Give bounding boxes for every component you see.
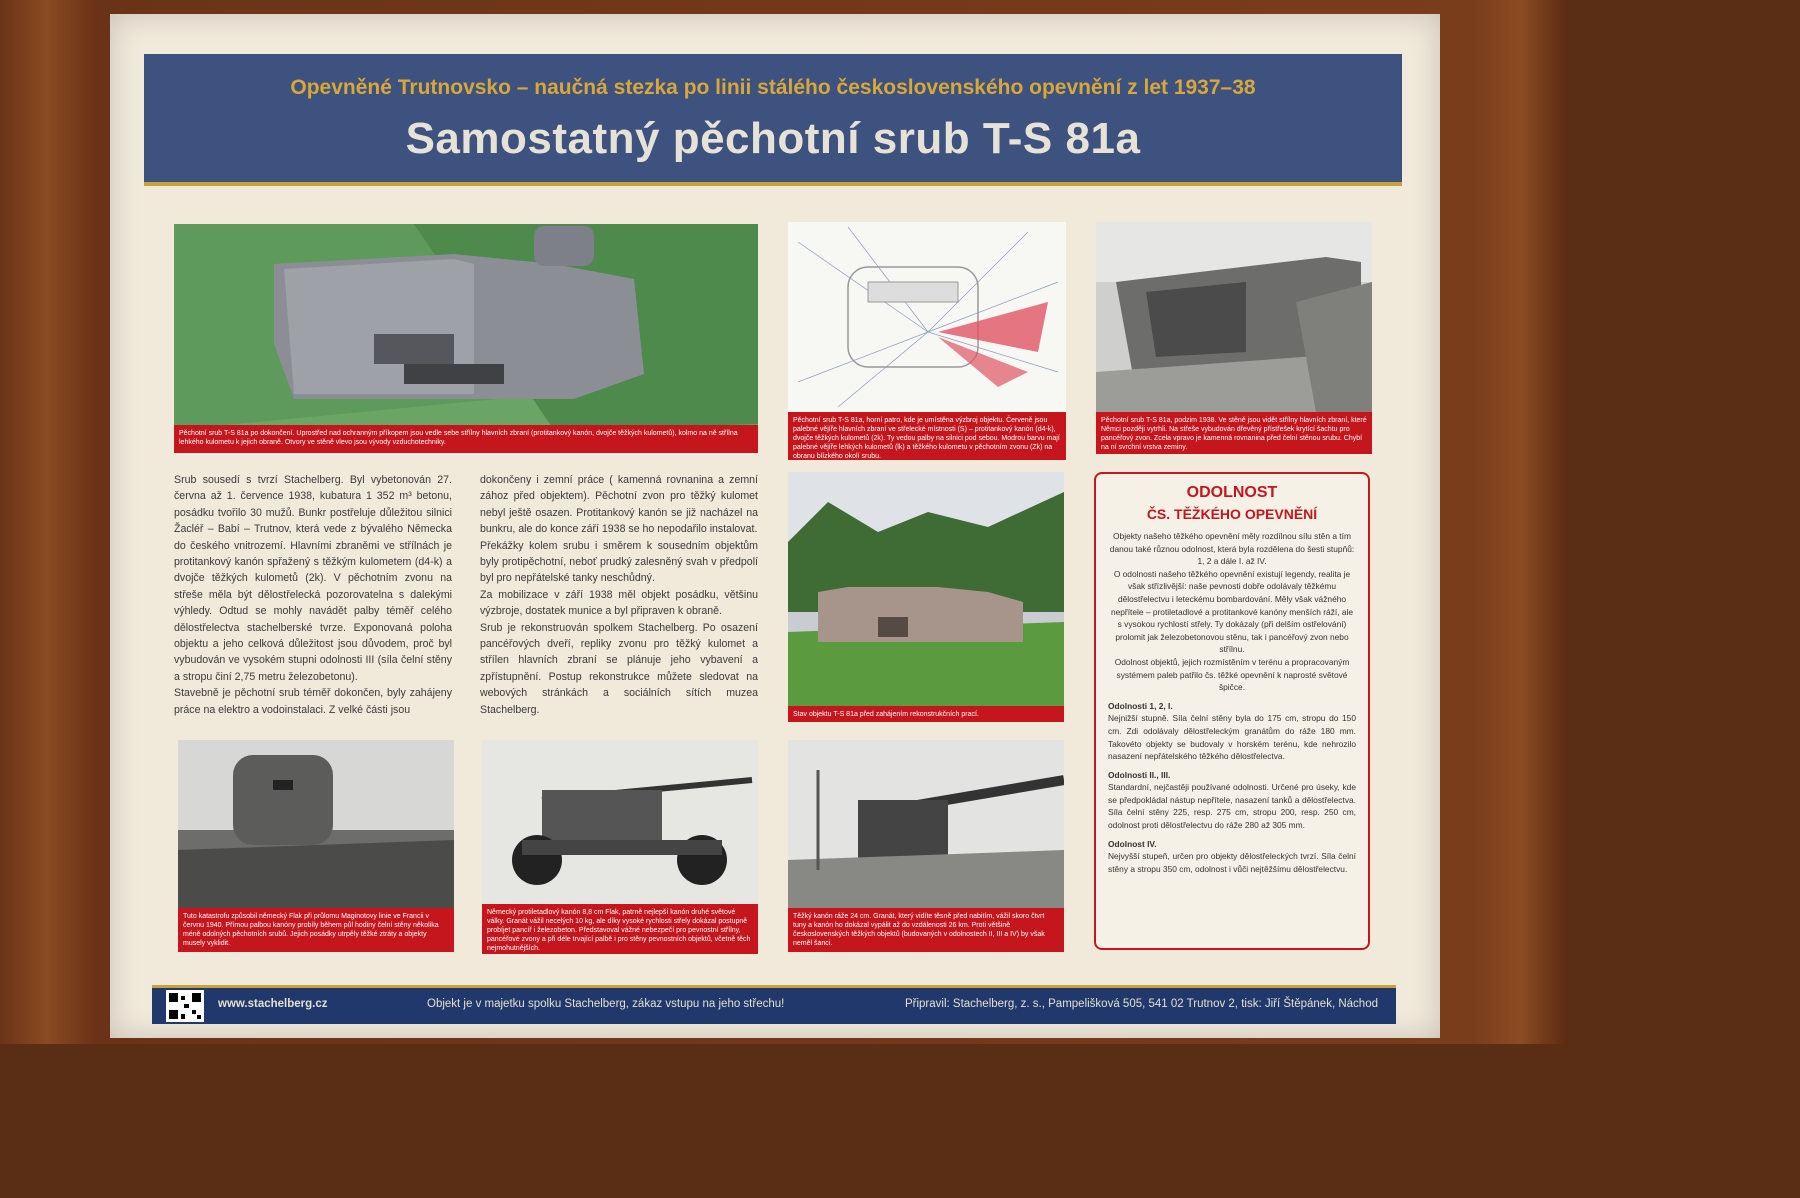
text-paragraph: Překážky kolem srubu i směrem k sousedním objektům byly protipěchotní, neboť prudký zalesněný svah v předpolí byl pro nepřátelské tanky neschůdný. xyxy=(480,539,758,585)
present-photo xyxy=(788,472,1064,706)
board-header xyxy=(144,54,1402,186)
photo-1938-caption: Pěchotní srub T-S 81a, podzim 1938. Ve stěně jsou vidět střílny hlavních zbraní, které Němci později vytrhli. Na střeše vybudován dřevěný přístřešek krytící šachtu pro pancéřový zvon. Zcela vpravo je kamenná rovnanina před čelní stěnou srubu. Chybí na ní svrchní vrstva zeminy. xyxy=(1096,412,1372,454)
text-paragraph: Srub sousedí s tvrzí Stachelberg. Byl vybetonován 27. června až 1. července 1938, kubatura 1 352 m³ betonu, posádku tvořilo 30 mužů. Bunkr postřeluje důležitou silnici Žacléř – Babí – Trutnov, která vede z bývalého Německa do českého vnitrozemí. Hlavními zbraněmi ve střílnách je protitankový kanón spřažený s těžkým kulometem (d4-k) a dvojče těžkých kulometů (2k). V pěchotním zvonu na střeše měla být dělostřelecká pozorovatelna s dalekými výhledy. Odtud se mohly navádět palby téměř celého dělostřelectva stachelberské tvrze. Exponovaná poloha objektu a jeho celková důležitost jsou důvodem, proč byl vybudován ve vysokém stupni odolnosti III (síla čelní stěny a stropu činí 2,75 metru železobetonu). xyxy=(174,474,452,683)
bunker-photo xyxy=(178,740,454,908)
text-column-2 xyxy=(480,472,758,718)
section-heading: Odolnosti 1, 2, I. xyxy=(1108,700,1173,711)
section-text: Standardní, nejčastěji používané odolnosti. Určené pro úseky, kde se předpokládal nástup nepřítele, nasazení tanků a dělostřelectva. Síla čelní stěny 225, resp. 275 cm, stropu 200, resp. 250 cm, odolnost proti dělostřelectvu do ráže 280 až 305 mm. xyxy=(1108,782,1356,831)
footer-credits: Připravil: Stachelberg, z. s., Pampelišková 505, 541 02 Trutnov 2, tisk: Jiří Štěpánek, Náchod xyxy=(904,998,1378,1010)
render-caption: Pěchotní srub T-S 81a po dokončení. Uprostřed nad ochranným příkopem jsou vedle sebe střílny hlavních zbraní (protitankový kanón, dvojče těžkých kulometů), kolmo na ně střílna lehkého kulometu k jejich obraně. Otvory ve stěně vlevo jsou vývody vzduchotechniky. xyxy=(174,425,758,453)
section-text: Nejnižší stupně. Síla čelní stěny byla do 175 cm, stropu do 150 cm. Zdi odolávaly dělostřeleckým granátům do ráže 180 mm. Takovéto objekty se budovaly v horském terénu, kde nehrozilo nasazení nepřátelského těžkého dělostřelectva. xyxy=(1108,713,1356,762)
intro-paragraph: Objekty našeho těžkého opevnění měly rozdílnou sílu stěn a tím danou také různou odolnost, která byla rozdělena do šesti stupňů: 1, 2 a dále I. až IV. xyxy=(1109,531,1355,567)
board-title: Samostatný pěchotní srub T-S 81a xyxy=(405,114,1141,163)
present-caption: Stav objektu T-S 81a před zahájením rekonstrukčních prací. xyxy=(788,706,1064,722)
text-paragraph: Za mobilizace v září 1938 měl objekt posádku, většinu výzbroje, dostatek munice a byl připraven k obraně. xyxy=(480,588,758,618)
section-heading: Odolnosti II., III. xyxy=(1108,769,1171,780)
board-subtitle: Opevněné Trutnovsko – naučná stezka po linii stálého československého opevnění z let 1937–38 xyxy=(290,76,1256,99)
bunker-caption: Tuto katastrofu způsobil německý Flak při průlomu Maginotovy linie ve Francii v červnu 1940. Přímou palbou kanóny probíly během půl hodiny čelní stěny několika méně odolných pěchotních srubů. Jejich posádky utrpěly těžké ztráty a objekty musely vyklidit. xyxy=(178,908,454,952)
heavy-gun-photo xyxy=(788,740,1064,908)
footer-bar xyxy=(152,985,1396,1024)
intro-paragraph: O odolnosti našeho těžkého opevnění existují legendy, realita je však střízlivější: naše pevnosti dobře odolávaly těžkému dělostřelectvu i leteckému bombardování. Měly však vážného nepřítele – protiletadlové a protitankové kanóny menších ráží, ale s vysokou rychlostí střely. Ty dokázaly (při delším ostřelování) prolomit jak železobetonovou stěnu, tak i pancéřový zvon nebo střílnu. xyxy=(1110,568,1354,655)
section-text: Nejvyšší stupeň, určen pro objekty dělostřeleckých tvrzí. Síla čelní stěny a stropu 350 cm, odolnost i vůči nejtěžšímu dělostřelectvu. xyxy=(1108,851,1356,874)
heavy-gun-caption: Těžký kanón ráže 24 cm. Granát, který vidíte těsně před nabitím, vážil skoro čtvrt tuny a kanón ho dokázal vypálit až do vzdálenosti 26 km. Proti většině československých těžkých objektů (budovaných v odolnostech II, III a IV) by však neměl šanci. xyxy=(788,908,1064,952)
odolnost-title: ODOLNOST xyxy=(1186,484,1278,501)
footer-notice: Objekt je v majetku spolku Stachelberg, zákaz vstupu na jeho střechu! xyxy=(427,998,785,1010)
photo-1938 xyxy=(1096,222,1372,412)
odolnost-section xyxy=(1096,700,1368,876)
plan-caption: Pěchotní srub T-S 81a, horní patro, kde je umístěna výzbroj objektu. Červeně jsou palebné vějíře hlavních zbraní ve střelecké místnosti (S) – protitankový kanón (d4-k), dvojče těžkých kulometů (2k). Ty vedou palby na silnici pod sebou. Modrou barvu mají palebné vějíře lehkých kulometů (lk) a těžkého kulometu v pěchotním zvonu (Zk) na obranu blízkého okolí srubu. xyxy=(788,412,1066,460)
text-column-1 xyxy=(174,472,452,718)
odolnost-box xyxy=(1094,472,1370,950)
intro-paragraph: Odolnost objektů, jejich rozmístěním v terénu a propracovaným systémem paleb patřilo čs. těžké opevnění k naprosté světové špičce. xyxy=(1114,656,1350,693)
render-image xyxy=(174,224,758,430)
flak-caption: Německý protiletadlový kanón 8,8 cm Flak, patrně nejlepší kanón druhé světové války. Granát vážil necelých 10 kg, ale díky vysoké rychlosti střely dokázal postupně probíjet pancíř i železobeton. Představoval vážné nebezpečí pro pevnostní střílny, pancéřové zvony a při déle trvající palbě i pro stěny pevnostních objektů, včetně těch nejmohutnějších. xyxy=(482,904,758,954)
text-paragraph: Stavebně je pěchotní srub téměř dokončen, byly zahájeny práce na elektro a vodoinstalaci. Z velké části jsou xyxy=(174,687,452,716)
plan-image xyxy=(788,222,1066,412)
website-link[interactable]: www.stachelberg.cz xyxy=(218,998,328,1010)
section-heading: Odolnost IV. xyxy=(1108,838,1157,849)
flak-photo xyxy=(482,740,758,904)
text-paragraph: Srub je rekonstruován spolkem Stachelberg. Po osazení pancéřových dveří, repliky zvonu pro těžký kulomet a střílen hlavních zbraní se plánuje jeho vybavení a zpřístupnění. Postup rekonstrukce můžete sledovat na webových stránkách a sociálních sítích muzea Stachelberg. xyxy=(480,621,758,716)
odolnost-intro xyxy=(1096,530,1368,694)
text-paragraph: dokončeny i zemní práce ( kamenná rovnanina a zemní zához před objektem). Pěchotní zvon pro těžký kulomet nebyl ještě osazen. Protitankový kanón se již nacházel na bunkru, ale do konce září 1938 se ho nepodařilo instalovat. xyxy=(480,474,758,536)
qr-code-icon[interactable] xyxy=(166,990,204,1022)
odolnost-subtitle: ČS. TĚŽKÉHO OPEVNĚNÍ xyxy=(1146,506,1318,522)
